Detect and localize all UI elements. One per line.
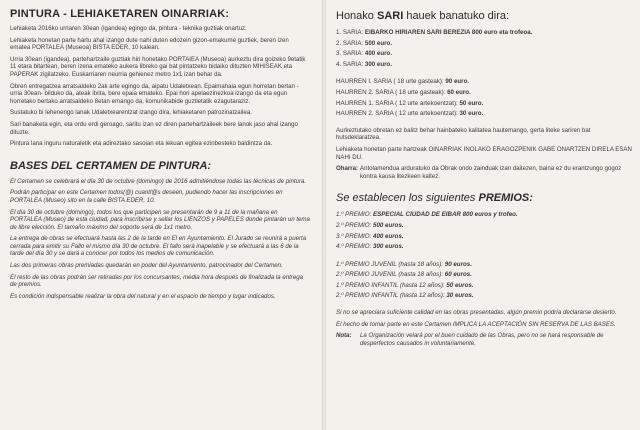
prize-paragraph: Lehiaketa honetan parte hartzeak OINARRIAK INOLAKO ERAGOZPENIK GABE ONARTZEN DIRELA ESAN NAHI DU. bbox=[336, 145, 632, 161]
note-label: Oharra: bbox=[336, 165, 359, 173]
page-fold bbox=[322, 0, 326, 430]
rule-paragraph: Lehiaketa honetan parte hartu ahal izango dute nahi duten edozein gizon-emakume guztiek, beren izen ematea PORTALEA (Museoa) BISTA EDER, 10 kalean. bbox=[10, 36, 289, 52]
prize-line: 1. SARIA: EIBARKO HIRIAREN SARI BEREZIA 800 euro eta trofeoa. bbox=[336, 29, 533, 36]
rule-paragraph: Sustatuko bi lehenengo lanak Udaletxearentzat izango dira, lehiaketaren patrozinatzailea. bbox=[10, 109, 252, 117]
rule-paragraph: Obren entregatzea arratsaldeko 2ak arte egingo da, aipatu Udaletxean. Epaimahaia egun horretan bertan - urria 30ean- bilduko da, ateak itxita, bere epaia emateko. Epai hori apelaezinezkoa izango da eta egun horretako bertako arratsaldeko 8etan emango da, komunikabide guztietatik ezagutaraziz. bbox=[10, 82, 299, 105]
prize-line: 3. SARIA: 400 euro. bbox=[336, 50, 393, 58]
note-text: Antolamendua arduratuko da Obrak ondo zainduak izan daitezen, baina ez du erantzungo gogoz kontra kausa litezkeen kaltez. bbox=[360, 165, 622, 180]
right-column bbox=[336, 0, 632, 430]
rule-paragraph: Pintura lana inguru naturaletik eta adireztako sasoian eta lekuan egitea ezinbesteko baldintza da. bbox=[10, 140, 273, 148]
left-column bbox=[10, 0, 310, 430]
rule-paragraph: Lehiaketa 2016ko urriaren 30ean (igandea) egingo da, pintura - teknika guztiak onartuz. bbox=[10, 25, 247, 32]
prize-line: HAURREN 2. SARIA ( 18 urte gasteak): 60 euro. bbox=[336, 88, 471, 96]
prize-line: 2.º PREMIO INFANTIL (hasta 12 años): 30 euros. bbox=[336, 292, 474, 300]
prize-paragraph: Si no se apreciara suficiente calidad en las obras presentadas, algún premio podría declararse desierto. bbox=[336, 309, 617, 317]
rule-paragraph: Sari banaketa egin, eta ordu erdi geroago, saritu izan ez diren partehartzaileek bere lanok jaso ahal izango dituzte. bbox=[10, 120, 298, 136]
prize-line: 1.º PREMIO JUVENIL (hasta 18 años): 90 euros. bbox=[336, 260, 472, 268]
rule-paragraph: Las dos primeras obras premiadas quedarán en poder del Ayuntamiento, patrocinador del Certamen. bbox=[10, 262, 283, 270]
spanish-youth-prizes bbox=[336, 260, 632, 302]
basque-youth-prizes bbox=[336, 77, 632, 119]
rule-paragraph: El Certamen se celebrará el día 30 de octubre (domingo) de 2016 admitiéndose todas las técnicas de pintura. bbox=[10, 177, 307, 185]
prize-line: 2.º PREMIO: 500 euros. bbox=[336, 221, 404, 229]
prize-line: HAURREN I. SARIA ( 18 urte gasteak): 90 euro. bbox=[336, 78, 470, 86]
spanish-note bbox=[336, 332, 632, 347]
rule-paragraph: El resto de las obras podrán ser retiradas por los concursantes, media hora después de finalizada la entrega de premios. bbox=[10, 273, 304, 289]
heading-spanish-rules: BASES DEL CERTAMEN DE PINTURA: bbox=[10, 159, 212, 172]
basque-note bbox=[336, 165, 632, 180]
basque-main-prizes bbox=[336, 28, 632, 70]
heading-spanish-prizes: Se establecen los siguientes PREMIOS: bbox=[336, 192, 533, 205]
prize-line: 2.º PREMIO JUVENIL (hasta 18 años): 60 euros. bbox=[336, 271, 472, 279]
rule-paragraph: Podrán participar en este Certamen todos(@) cuantl@s deseen, pudiendo hacer las inscripciones en PORTALEA (Museo) sito en la calle BISTA EDER, 10. bbox=[10, 189, 283, 204]
prize-paragraph: Aurkeztutako obretan ez balitz behar hainbateko kalitatea hautemango, gerta liteke sariren bat hutsdeklaratzea. bbox=[336, 126, 591, 142]
note-text: La Organización velará por el buen cuidado de las Obras, pero no se hará responsable de desperfectos causados in voluntariamente. bbox=[360, 332, 604, 347]
prize-line: 4.º PREMIO: 300 euros. bbox=[336, 243, 404, 251]
note-label: Nota: bbox=[336, 332, 352, 340]
rule-paragraph: El día 30 de octubre (domingo), todos los que participen se presentarán de 9 a 11 de la mañana en PORTALEA (Museo) de esta ciudad, para inscribirse y sellar los LIENZOS y PAPELES donde pintarán un tema de libre elección. El tamaño máximo del soporte será de 1x1 metro. bbox=[10, 208, 310, 231]
prize-line: HAURREN 1. SARIA ( 12 urte artekoentzat): 50 euro. bbox=[336, 99, 484, 107]
prize-line: 3.º PREMIO: 400 euros. bbox=[336, 232, 404, 240]
prize-line: 2. SARIA: 500 euro. bbox=[336, 39, 393, 47]
heading-basque-prizes: Honako SARI hauek banatuko dira: bbox=[336, 10, 510, 22]
rule-paragraph: Es condición indispensable realizar la obra del natural y en el espacio de tiempo y lugar indicados. bbox=[10, 292, 276, 300]
heading-basque-rules: PINTURA - LEHIAKETAREN OINARRIAK: bbox=[10, 8, 230, 20]
prize-line: 4. SARIA: 300 euro. bbox=[336, 60, 393, 68]
rule-paragraph: Urria 30ean (igandea), partehartzaile guztiak hiri honetako PORTAIEA (Museoa) aurkeztu dira goizeko 9etatik 11 etara bitartean, beren izena emateko aukera libreko gai bat pintatzeko bidaiko dituzten MIHISEAK eta PAPERAK zigilatzeko. Euskarriaren neurria gehienez metro 1x1 izan behar da. bbox=[10, 55, 306, 78]
spanish-rules bbox=[10, 178, 310, 301]
prize-line: HAURREN 2. SARIA ( 12 urte artekoentzat): 30 euro. bbox=[336, 110, 484, 118]
spanish-main-prizes bbox=[336, 210, 632, 252]
basque-rules bbox=[10, 25, 310, 148]
rule-paragraph: La entrega de obras se efectuará hasta las 2 de la tarde en El en Ayuntamiento. El Jurado se reunirá a puerta cerrada para emitir su Fallo el mismo día 30 de octubre. El fallo será inapelable y se efectuará a las 6 de la tarde del día 30 y se dará a conocer por todos los medios de comunicación. bbox=[10, 235, 307, 258]
prize-line: 1.º PREMIO: ESPECIAL CIUDAD DE EIBAR 800 euros y trofeo. bbox=[336, 211, 518, 219]
prize-paragraph: El hecho de tomar parte en este Certamen IMPLICA LA ACEPTACIÓN SIN RESERVA DE LAS BASES. bbox=[336, 320, 616, 328]
prize-line: 1.º PREMIO INFANTIL (hasta 12 años): 50 euros. bbox=[336, 281, 474, 289]
